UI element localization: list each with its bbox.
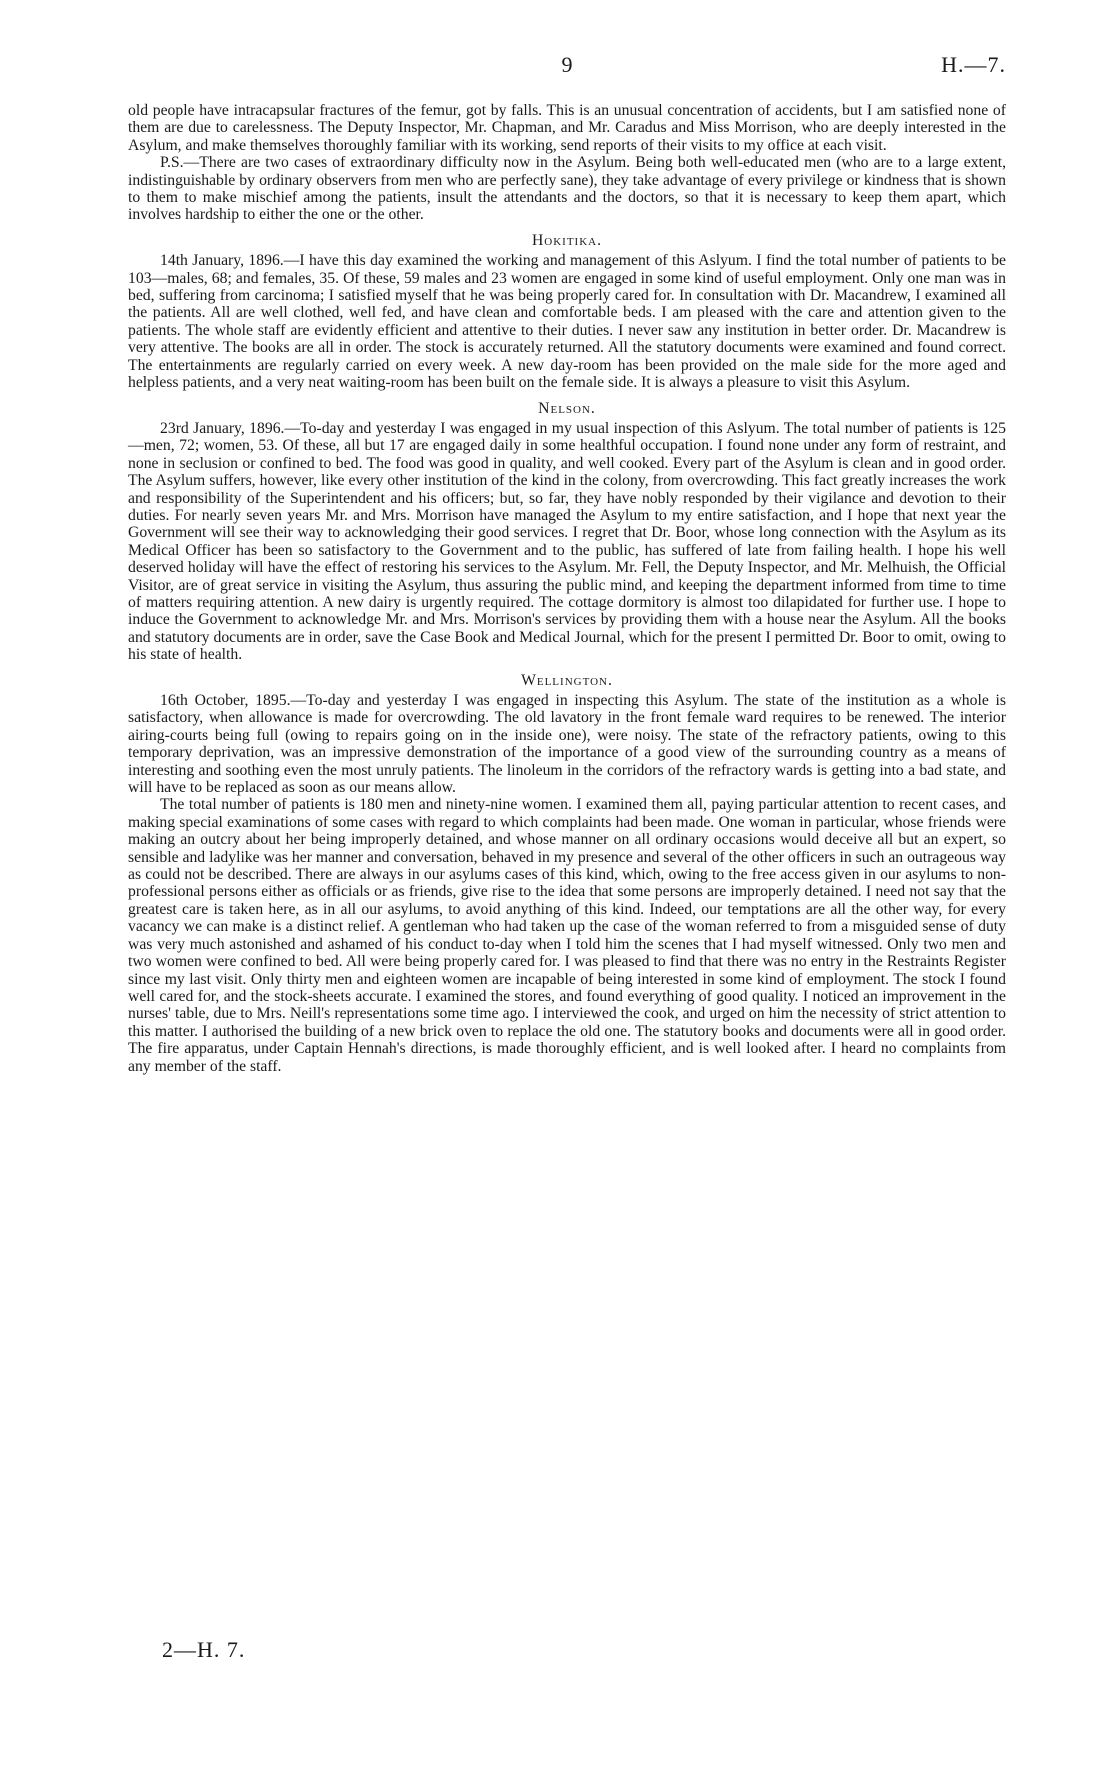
paragraph: 23rd January, 1896.—To-day and yesterday I was engaged in my usual inspection of this Aslyum. The total number of patients is 125—men, 72; women, 53. Of these, all but 17 are engaged daily in some healthful occupation. I found none under any form of restraint, and none in seclusion or confined to bed. The food was good in quality, and well cooked. Every part of the Asylum is clean and in good order. The Asylum suffers, however, like every other institution of the kind in the colony, from overcrowding. This fact greatly increases the work and responsibility of the Superintendent and his officers; but, so far, they have nobly responded by their vigilance and devotion to their duties. For nearly seven years Mr. and Mrs. Morrison have managed the Asylum to my entire satisfaction, and I hope that next year the Government will see their way to acknowledging their good services. I regret that Dr. Boor, whose long connection with the Asylum as its Medical Officer has been so satisfactory to the Government and to the public, has suffered of late from failing health. I hope his well deserved holiday will have the effect of restoring his services to the Asylum. Mr. Fell, the Deputy Inspector, and Mr. Melhuish, the Official Visitor, are of great service in visiting the Asylum, thus assuring the public mind, and keeping the department informed from time to time of matters requiring attention. A new dairy is urgently required. The cottage dormitory is almost too dilapidated for further use. I hope to induce the Government to acknowledge Mr. and Mrs. Morrison's services by providing them with a house near the Asylum. All the books and statutory documents are in order, save the Case Book and Medical Journal, which for the present I permitted Dr. Boor to omit, owing to his state of health. [128,419,1006,664]
section-nelson [128,400,1006,664]
paragraph: P.S.—There are two cases of extraordinary difficulty now in the Asylum. Being both well-educated men (who are to a large extent, indistinguishable by ordinary observers from men who are perfectly sane), they take advantage of every privilege or kindness that is shown to them to make mischief among the patients, insult the attendants and the doctors, so that it is necessary to keep them apart, which involves hardship to either the one or the other. [128,154,1006,224]
section-intro [128,102,1006,224]
paragraph: 16th October, 1895.—To-day and yesterday I was engaged in inspecting this Asylum. The state of the institution as a whole is satisfactory, when allowance is made for overcrowding. The old lavatory in the front female ward requires to be renewed. The interior airing-courts being full (owing to repairs going on in the inside one), were noisy. The state of the refractory patients, owing to this temporary deprivation, was an impressive demonstration of the importance of a good view of the surrounding country as a means of interesting and soothing even the most unruly patients. The linoleum in the corridors of the refractory wards is getting into a bad state, and will have to be replaced as soon as our means allow. [128,692,1006,797]
paragraph: old people have intracapsular fractures of the femur, got by falls. This is an unusual concentration of accidents, but I am satisfied none of them are due to carelessness. The Deputy Inspector, Mr. Chapman, and Mr. Caradus and Miss Morrison, who are deeply interested in the Asylum, and make themselves thoroughly familiar with its working, send reports of their visits to my office at each visit. [128,102,1006,154]
signature-ref: 2—H. 7. [162,1637,246,1662]
page-ref: H.—7. [941,52,1006,77]
section-heading-nelson: Nelson. [538,399,596,417]
section-heading-wellington: Wellington. [521,671,613,689]
page-content [128,102,1006,1075]
section-hokitika [128,232,1006,392]
section-wellington [128,672,1006,1075]
paragraph: The total number of patients is 180 men and ninety-nine women. I examined them all, paying particular attention to recent cases, and making special examinations of some cases with regard to which complaints had been made. One woman in particular, whose friends were making an outcry about her being improperly detained, and whose manner on all ordinary occasions would deceive all but an expert, so sensible and ladylike was her manner and conversation, behaved in my presence and several of the other officers in such an outrageous way as could not be described. There are always in our asylums cases of this kind, which, owing to the free access given in our asylums to non-professional persons either as officials or as friends, give rise to the idea that some persons are improperly detained. I need not say that the greatest care is taken here, as in all our asylums, to avoid anything of this kind. Indeed, our temptations are all the other way, for every vacancy we can make is a distinct relief. A gentleman who had taken up the case of the woman referred to from a misguided sense of duty was very much astonished and ashamed of his conduct to-day when I told him the scenes that I had myself witnessed. Only two men and two women were confined to bed. All were being properly cared for. I was pleased to find that there was no entry in the Restraints Register since my last visit. Only thirty men and eighteen women are incapable of being interested in some kind of employment. The stock I found well cared for, and the stock-sheets accurate. I examined the stores, and found everything of good quality. I noticed an improvement in the nurses' table, due to Mrs. Neill's representations some time ago. I interviewed the cook, and urged on him the necessity of strict attention to this matter. I authorised the building of a new brick oven to replace the old one. The statutory books and documents were all in good order. The fire apparatus, under Captain Hennah's directions, is made thoroughly efficient, and is well looked after. I heard no complaints from any member of the staff. [128,796,1006,1075]
page-header [128,52,1006,82]
paragraph: 14th January, 1896.—I have this day examined the working and management of this Aslyum. I find the total number of patients to be 103—males, 68; and females, 35. Of these, 59 males and 23 women are engaged in some kind of useful employment. Only one man was in bed, suffering from carcinoma; I satisfied myself that he was being properly cared for. In consultation with Dr. Macandrew, I examined all the patients. All are well clothed, well fed, and have clean and comfortable beds. I am pleased with the care and attention given to the patients. The whole staff are evidently efficient and attentive to their duties. I never saw any institution in better order. Dr. Macandrew is very attentive. The books are all in order. The stock is accurately returned. All the statutory documents were examined and found correct. The entertainments are regularly carried on every week. A new day-room has been provided on the male side for the more aged and helpless patients, and a very neat waiting-room has been built on the female side. It is always a pleasure to visit this Asylum. [128,252,1006,392]
section-heading-hokitika: Hokitika. [531,231,603,249]
page-number: 9 [561,52,573,77]
